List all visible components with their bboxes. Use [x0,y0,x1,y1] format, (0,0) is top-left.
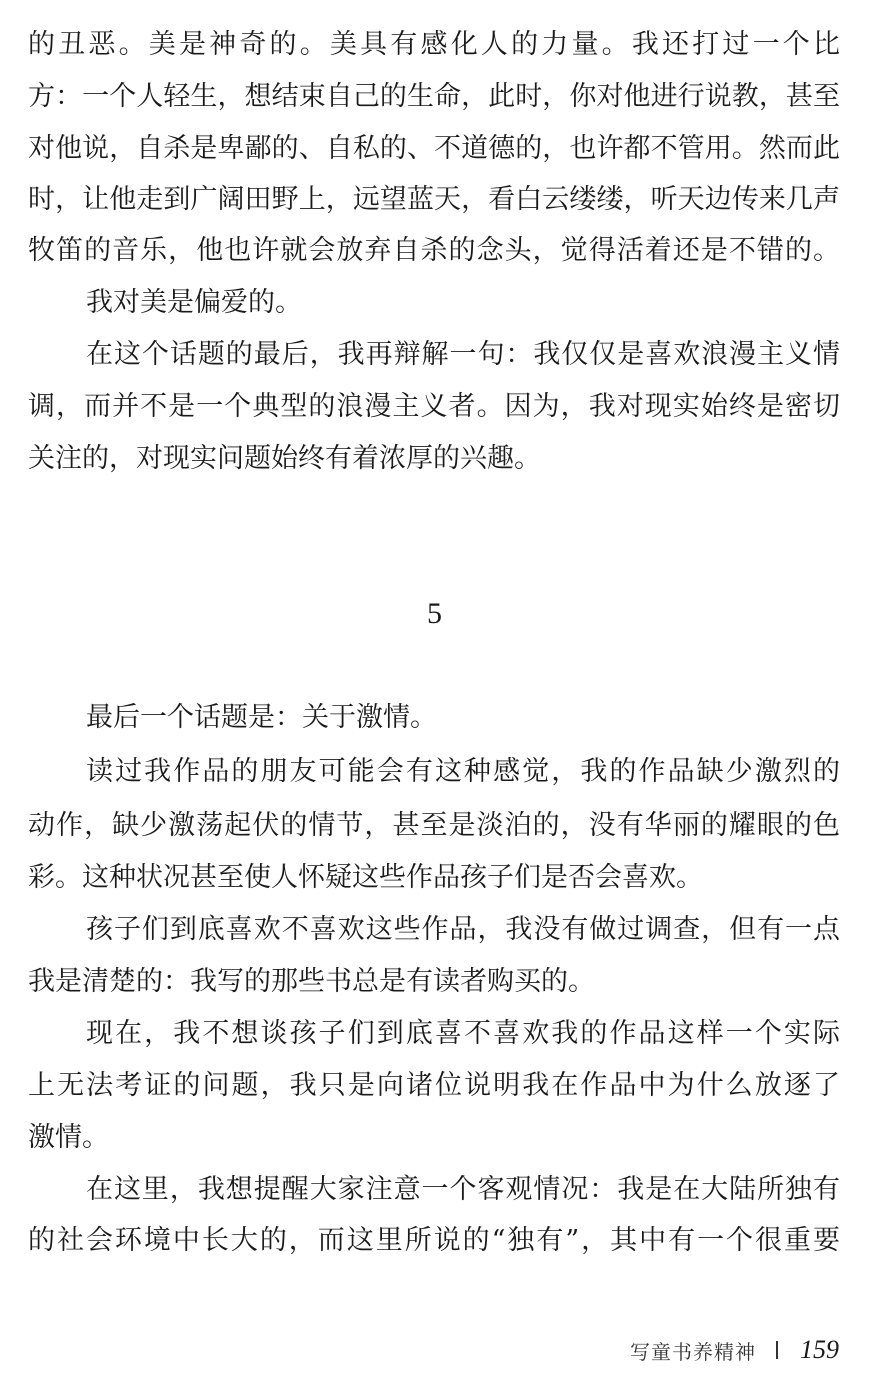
text-line: 时，让他走到广阔田野上，远望蓝天，看白云缕缕，听天边传来几声 [28,184,840,215]
text-line: 激情。 [28,1122,109,1153]
text-line: 的丑恶。美是神奇的。美具有感化人的力量。我还打过一个比 [28,29,840,60]
text-line: 的社会环境中长大的，而这里所说的“独有”，其中有一个很重要 [28,1225,840,1256]
section-number: 5 [427,597,442,630]
running-title: 写童书养精神 [630,1339,756,1364]
text-line: 在这个话题的最后，我再辩解一句：我仅仅是喜欢浪漫主义情 [86,339,840,370]
text-line: 对他说，自杀是卑鄙的、自私的、不道德的，也许都不管用。然而此 [28,133,840,164]
page-number: 159 [800,1335,839,1364]
text-line: 上无法考证的问题，我只是向诸位说明我在作品中为什么放逐了 [28,1070,840,1101]
footer-divider [776,1341,778,1359]
text-line: 读过我作品的朋友可能会有这种感觉，我的作品缺少激烈的 [86,756,840,787]
page-footer [630,1332,839,1368]
text-line: 调，而并不是一个典型的浪漫主义者。因为，我对现实始终是密切 [28,391,840,422]
text-line: 最后一个话题是：关于激情。 [86,702,437,733]
text-line: 我是清楚的：我写的那些书总是有读者购买的。 [28,966,595,997]
text-line: 牧笛的音乐，他也许就会放弃自杀的念头，觉得活着还是不错的。 [28,235,840,266]
text-line: 关注的，对现实问题始终有着浓厚的兴趣。 [28,443,541,474]
text-line: 现在，我不想谈孩子们到底喜不喜欢我的作品这样一个实际 [86,1018,840,1049]
text-line: 动作，缺少激荡起伏的情节，甚至是淡泊的，没有华丽的耀眼的色 [28,810,840,841]
text-line: 在这里，我想提醒大家注意一个客观情况：我是在大陆所独有 [86,1174,840,1205]
text-line: 孩子们到底喜欢不喜欢这些作品，我没有做过调查，但有一点 [86,914,840,945]
text-line: 我对美是偏爱的。 [86,287,302,318]
text-line: 彩。这种状况甚至使人怀疑这些作品孩子们是否会喜欢。 [28,862,703,893]
text-line: 方：一个人轻生，想结束自己的生命，此时，你对他进行说教，甚至 [28,81,840,112]
